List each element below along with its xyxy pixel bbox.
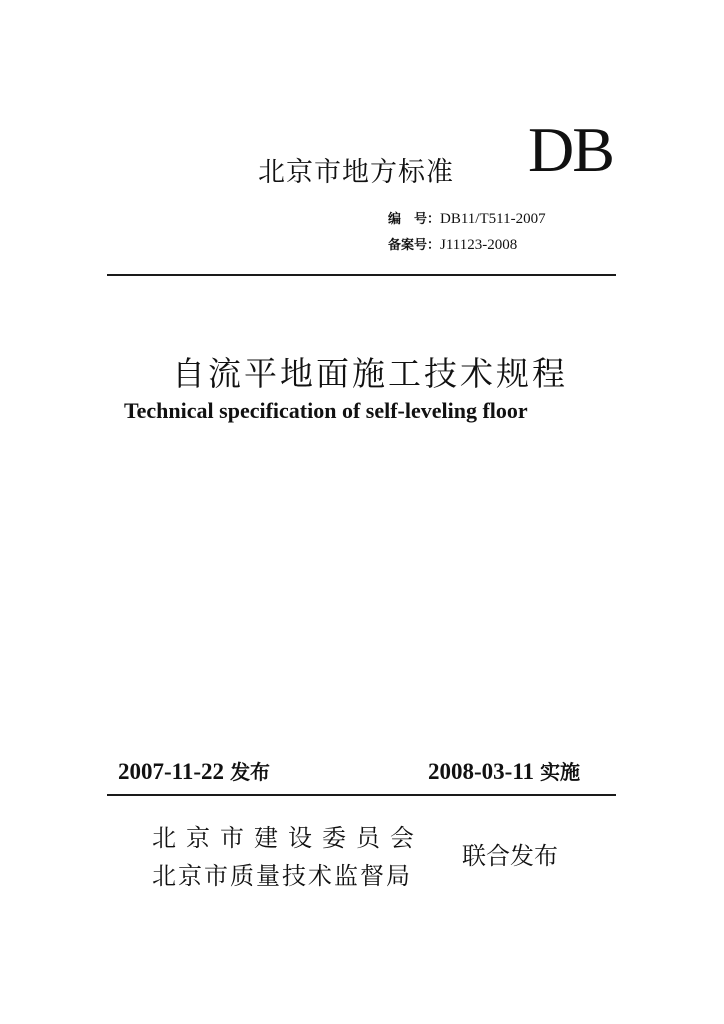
implement-date: 2008-03-11	[428, 759, 535, 784]
issue-date: 2007-11-22	[118, 759, 225, 784]
title-english: Technical specification of self-leveling floor	[124, 398, 528, 423]
top-divider	[107, 274, 616, 276]
issue-date-line	[118, 756, 270, 785]
standard-number-label: 编 号：	[388, 212, 441, 227]
issue-word: 发布	[230, 760, 271, 784]
title-chinese: 自流平地面施工技术规程	[172, 354, 568, 393]
implement-word: 实施	[540, 760, 581, 784]
bottom-divider	[107, 794, 616, 796]
joint-release-label: 联合发布	[462, 842, 558, 870]
db-mark: DB	[528, 114, 613, 185]
filing-number-label: 备案号：	[388, 238, 441, 253]
standard-number-value: DB11/T511-2007	[440, 211, 546, 227]
filing-number-row	[388, 234, 517, 254]
standard-number-row	[388, 208, 546, 228]
standard-type-label: 北京市地方标准	[258, 157, 454, 188]
implement-date-line	[428, 756, 580, 785]
issuer-quality-bureau: 北京市质量技术监督局	[152, 862, 412, 890]
issuer-construction-commission: 北京市建设委员会	[152, 824, 424, 852]
filing-number-value: J11123-2008	[440, 237, 518, 253]
